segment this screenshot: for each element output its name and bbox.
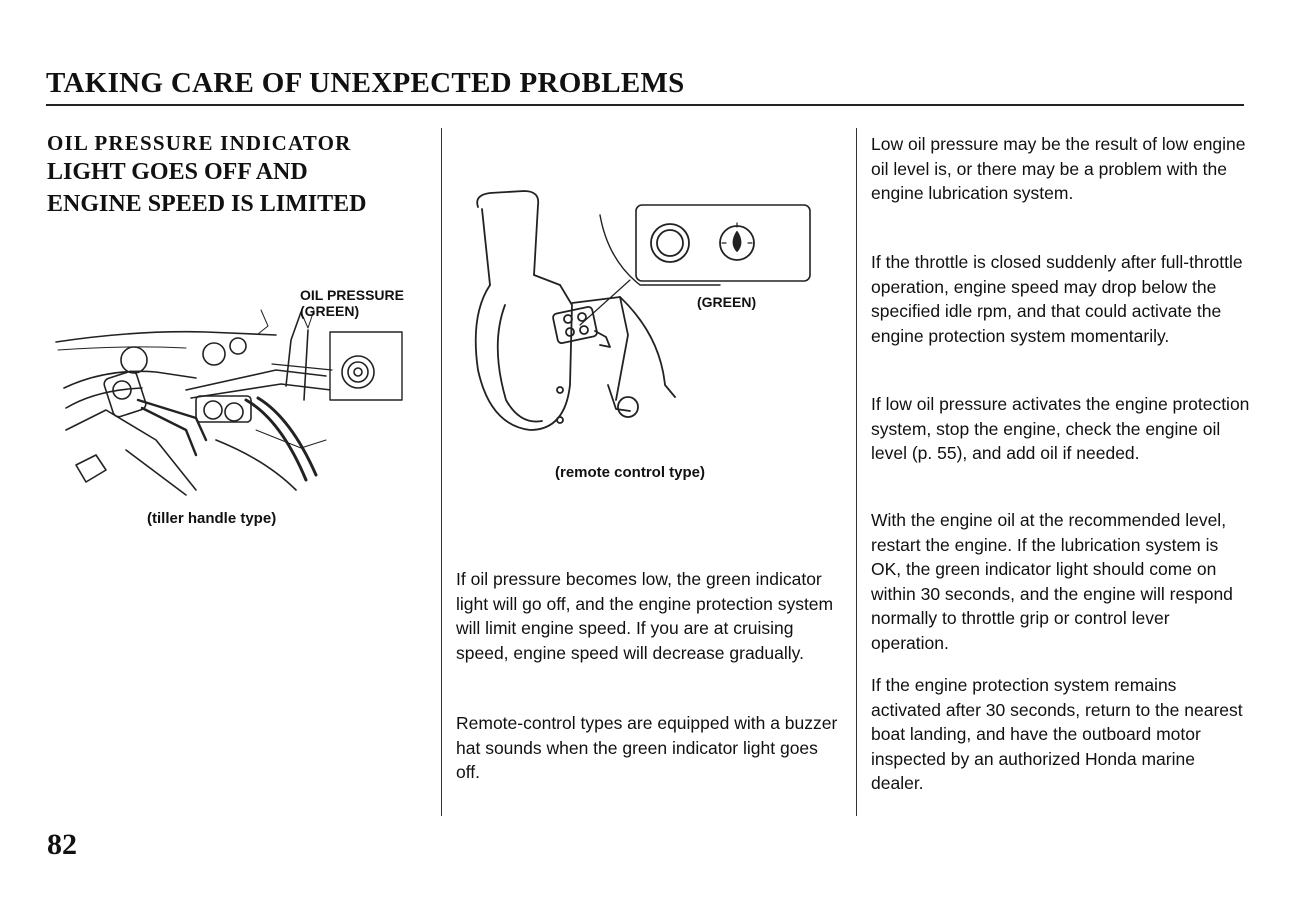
header-rule xyxy=(46,104,1244,106)
right-paragraph-5: If the engine protection system remains activated after 30 seconds, return to the nearest boat landing, and have the outboard motor inspected by an authorized Honda marine dealer. xyxy=(871,675,1243,793)
remote-control-illustration xyxy=(460,185,840,445)
tiller-handle-illustration xyxy=(46,290,436,500)
right-paragraph-2: If the throttle is closed suddenly after full-throttle operation, engine speed may drop below the specified idle rpm, and that could activate the engine protection system momentarily. xyxy=(871,252,1243,346)
right-paragraph-1: Low oil pressure may be the result of low engine oil level is, or there may be a problem with the engine lubrication system. xyxy=(871,134,1246,203)
right-paragraph-4: With the engine oil at the recommended level, restart the engine. If the lubrication system is OK, the green indicator light should come on within 30 seconds, and the engine will respond normally to throttle grip or control lever operation. xyxy=(871,510,1233,653)
remote-caption: (remote control type) xyxy=(555,464,706,481)
tiller-caption: (tiller handle type) xyxy=(147,510,277,527)
tiller-oil-pressure-label: OIL PRESSURE xyxy=(300,287,404,303)
column-divider-left xyxy=(441,128,442,816)
middle-paragraph-2: Remote-control types are equipped with a buzzer hat sounds when the green indicator light goes off. xyxy=(456,713,838,782)
middle-paragraph-1: If oil pressure becomes low, the green indicator light will go off, and the engine protection system will limit engine speed. If you are at cruising speed, engine speed will decrease gradually. xyxy=(456,569,834,663)
section-title-line2: LIGHT GOES OFF AND xyxy=(47,159,308,185)
page-header-title: TAKING CARE OF UNEXPECTED PROBLEMS xyxy=(46,67,685,99)
tiller-green-label: (GREEN) xyxy=(300,303,360,319)
right-paragraph-3: If low oil pressure activates the engine protection system, stop the engine, check the engine oil level (p. 55), and add oil if needed. xyxy=(871,394,1250,463)
remote-green-label: (GREEN) xyxy=(697,294,757,310)
section-title-line1: OIL PRESSURE INDICATOR xyxy=(47,131,352,155)
section-title-line3: ENGINE SPEED IS LIMITED xyxy=(47,191,367,217)
section-title xyxy=(47,130,437,220)
column-divider-right xyxy=(856,128,857,816)
page-number: 82 xyxy=(47,828,77,861)
